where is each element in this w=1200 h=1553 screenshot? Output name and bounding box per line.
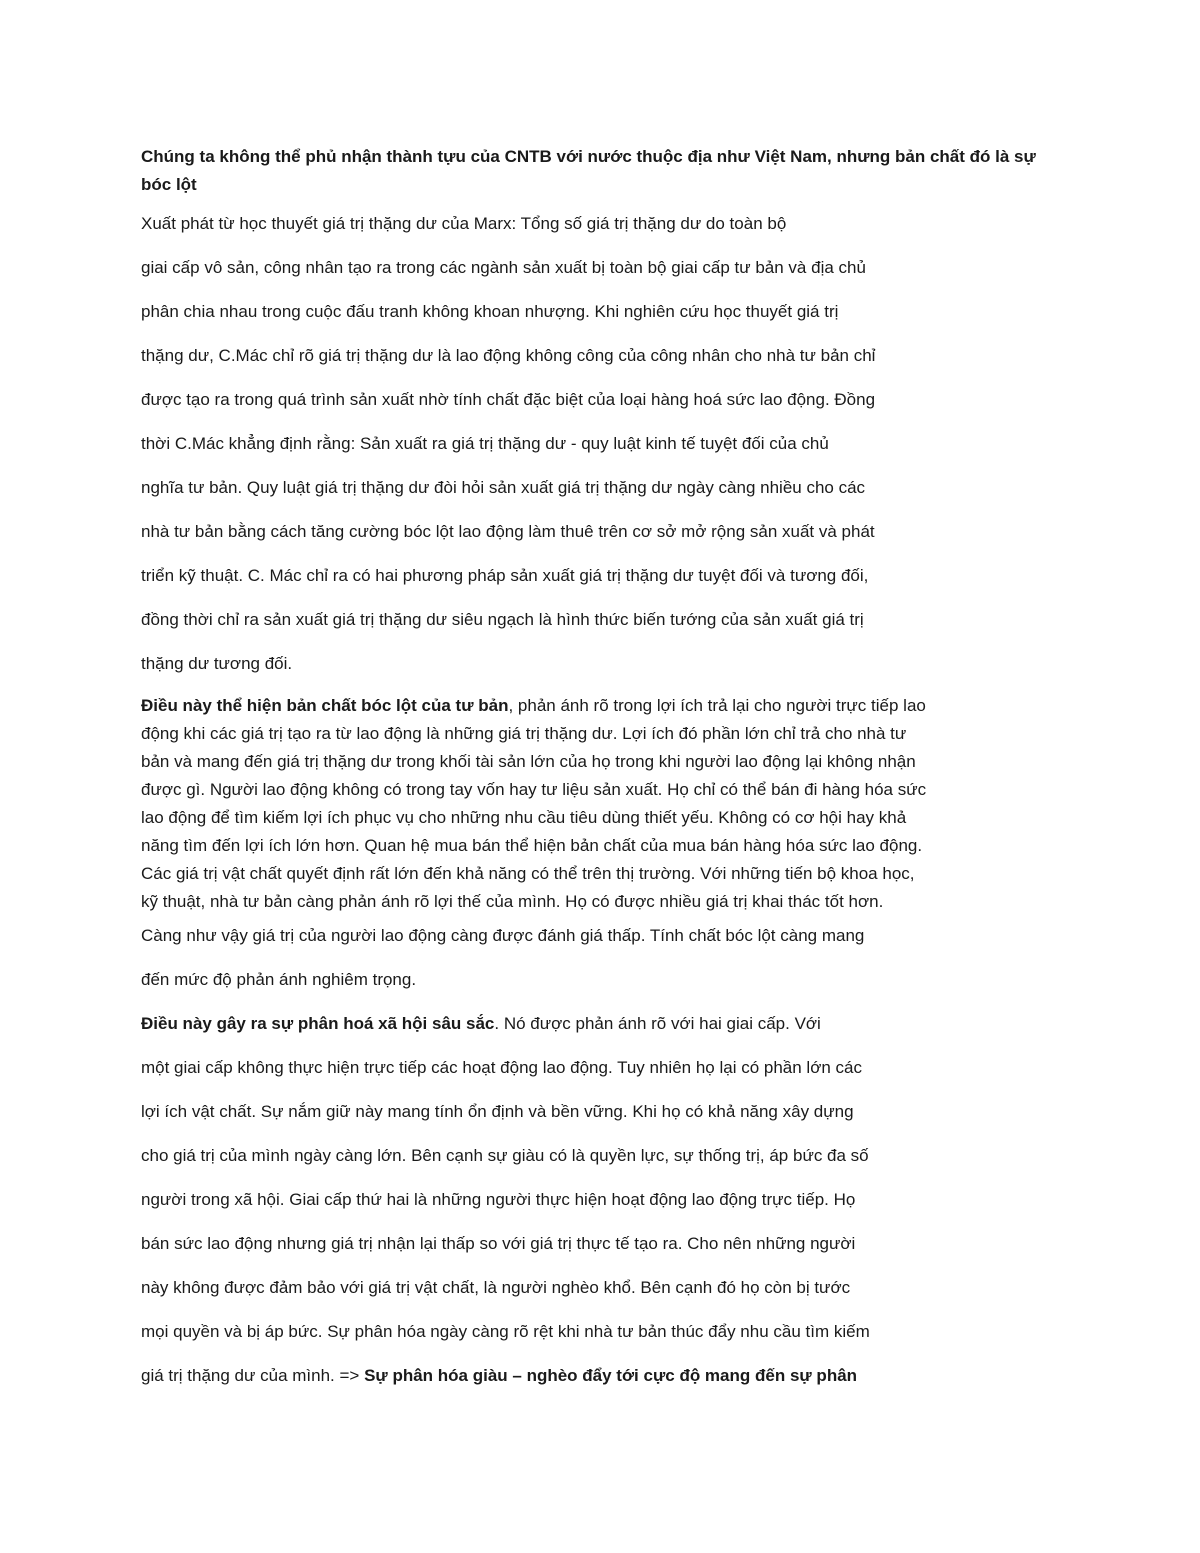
text-line: bản và mang đến giá trị thặng dư trong khối tài sản lớn của họ trong khi người lao động lại không nhận	[141, 752, 916, 771]
text-line: được gì. Người lao động không có trong tay vốn hay tư liệu sản xuất. Họ chỉ có thể bán đi hàng hóa sức	[141, 780, 927, 799]
text-line	[141, 1362, 1061, 1406]
text-line: thặng dư tương đối.	[141, 654, 293, 673]
text-line	[141, 692, 1061, 720]
bold-conclusion: Sự phân hóa giàu – nghèo đẩy tới cực độ mang đến sự phân	[364, 1366, 858, 1385]
text-line: mọi quyền và bị áp bức. Sự phân hóa ngày càng rõ rệt khi nhà tư bản thúc đẩy nhu cầu tìm kiếm	[141, 1322, 870, 1341]
text-line: giai cấp vô sản, công nhân tạo ra trong các ngành sản xuất bị toàn bộ giai cấp tư bản và địa chủ	[141, 258, 866, 277]
document-page	[141, 143, 1061, 1406]
text-line: đồng thời chỉ ra sản xuất giá trị thặng dư siêu ngạch là hình thức biến tướng của sản xuất giá trị	[141, 610, 864, 629]
text-line: năng tìm đến lợi ích lớn hơn. Quan hệ mua bán thể hiện bản chất của mua bán hàng hóa sức lao động.	[141, 836, 923, 855]
text-run: giá trị thặng dư của mình. =>	[141, 1366, 365, 1385]
text-run: . Nó được phản ánh rõ với hai giai cấp. Với	[494, 1014, 821, 1033]
text-line: được tạo ra trong quá trình sản xuất nhờ tính chất đặc biệt của loại hàng hoá sức lao động. Đồng	[141, 390, 876, 409]
section-social-division	[141, 1010, 1061, 1406]
section-exploitation-nature	[141, 692, 1061, 916]
text-line: Xuất phát từ học thuyết giá trị thặng dư của Marx: Tổng số giá trị thặng dư do toàn bộ	[141, 214, 787, 233]
text-line: thặng dư, C.Mác chỉ rõ giá trị thặng dư là lao động không công của công nhân cho nhà tư bản chỉ	[141, 346, 876, 365]
text-line: đến mức độ phản ánh nghiêm trọng.	[141, 970, 417, 989]
text-line: động khi các giá trị tạo ra từ lao động là những giá trị thặng dư. Lợi ích đó phần lớn chỉ trả cho nhà tư	[141, 724, 907, 743]
text-line: nghĩa tư bản. Quy luật giá trị thặng dư đòi hỏi sản xuất giá trị thặng dư ngày càng nhiều cho các	[141, 478, 866, 497]
text-line	[141, 1010, 1061, 1054]
text-line: Càng như vậy giá trị của người lao động càng được đánh giá thấp. Tính chất bóc lột càng mang	[141, 926, 865, 945]
text-line: Các giá trị vật chất quyết định rất lớn đến khả năng có thể trên thị trường. Với những tiến bộ khoa học,	[141, 864, 915, 883]
text-line: kỹ thuật, nhà tư bản càng phản ánh rõ lợi thế của mình. Họ có được nhiều giá trị khai thác tốt hơn.	[141, 892, 884, 911]
section-undervalued-labor	[141, 922, 1061, 1010]
text-line: bán sức lao động nhưng giá trị nhận lại thấp so với giá trị thực tế tạo ra. Cho nên những người	[141, 1234, 856, 1253]
bold-heading: Điều này gây ra sự phân hoá xã hội sâu sắc	[141, 1014, 495, 1033]
text-line: này không được đảm bảo với giá trị vật chất, là người nghèo khổ. Bên cạnh đó họ còn bị tước	[141, 1278, 851, 1297]
text-line: thời C.Mác khẳng định rằng: Sản xuất ra giá trị thặng dư - quy luật kinh tế tuyệt đối của chủ	[141, 434, 829, 453]
section-marx-theory	[141, 210, 1061, 690]
text-line: người trong xã hội. Giai cấp thứ hai là những người thực hiện hoạt động lao động trực tiếp. Họ	[141, 1190, 856, 1209]
text-line: cho giá trị của mình ngày càng lớn. Bên cạnh sự giàu có là quyền lực, sự thống trị, áp bức đa số	[141, 1146, 869, 1165]
text-line: triển kỹ thuật. C. Mác chỉ ra có hai phương pháp sản xuất giá trị thặng dư tuyệt đối và tương đối,	[141, 566, 869, 585]
text-line: lợi ích vật chất. Sự nắm giữ này mang tính ổn định và bền vững. Khi họ có khả năng xây dựng	[141, 1102, 854, 1121]
text-line: lao động để tìm kiếm lợi ích phục vụ cho những nhu cầu tiêu dùng thiết yếu. Không có cơ hội hay khả	[141, 808, 907, 827]
text-line: một giai cấp không thực hiện trực tiếp các hoạt động lao động. Tuy nhiên họ lại có phần lớn các	[141, 1058, 862, 1077]
bold-heading: Điều này thể hiện bản chất bóc lột của tư bản	[141, 696, 509, 715]
text-line: phân chia nhau trong cuộc đấu tranh không khoan nhượng. Khi nghiên cứu học thuyết giá trị	[141, 302, 839, 321]
text-run: , phản ánh rõ trong lợi ích trả lại cho người trực tiếp lao	[508, 696, 926, 715]
document-title: Chúng ta không thể phủ nhận thành tựu của CNTB với nước thuộc địa như Việt Nam, nhưng bản chất đó là sự bóc lột	[141, 147, 1036, 194]
text-line: nhà tư bản bằng cách tăng cường bóc lột lao động làm thuê trên cơ sở mở rộng sản xuất và phát	[141, 522, 875, 541]
